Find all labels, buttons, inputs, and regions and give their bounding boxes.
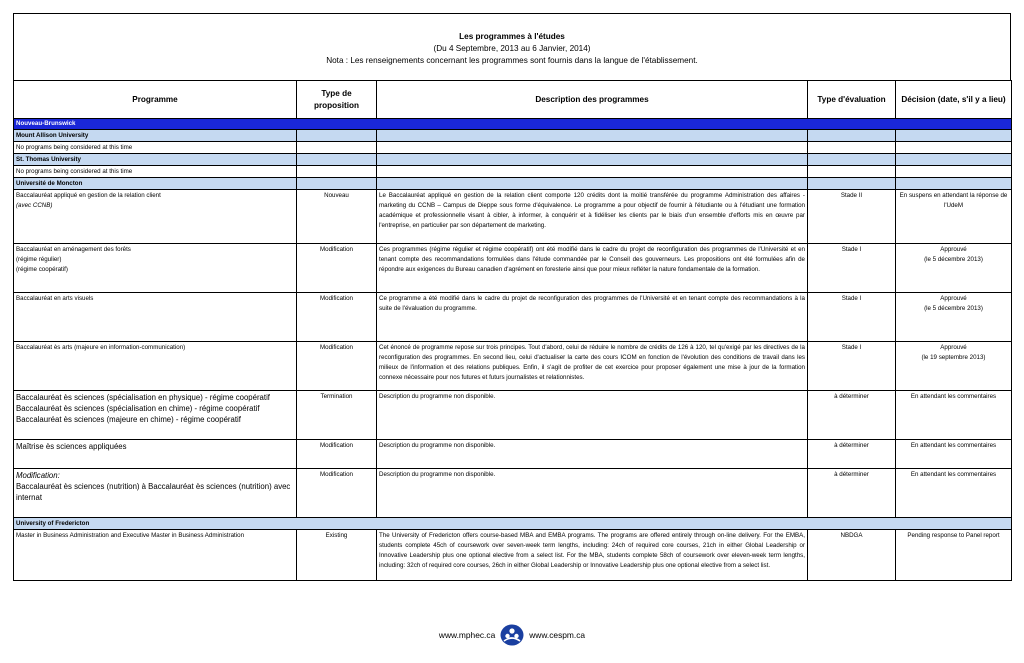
table-row: [14, 293, 1012, 342]
mphec-logo-icon: [500, 624, 524, 646]
institution-row: [14, 178, 1012, 190]
programme-cell: Maîtrise ès sciences appliquées: [14, 440, 297, 469]
table-row: [14, 166, 1012, 178]
decision-cell: En attendant les commentaires: [896, 469, 1012, 518]
province-row: [14, 119, 1012, 130]
report-note: Nota : Les renseignements concernant les programmes sont fournis dans la langue de l'établissement.: [326, 55, 698, 65]
table-row: [14, 190, 1012, 244]
decision-cell: En suspens en attendant la réponse de l'UdeM: [896, 190, 1012, 244]
evaluation-cell: Stade I: [808, 293, 896, 342]
col-header-decision: Décision (date, s'il y a lieu): [896, 81, 1012, 119]
description-cell: Description du programme non disponible.: [377, 469, 808, 518]
decision-cell: Pending response to Panel report: [896, 530, 1012, 581]
evaluation-cell: à déterminer: [808, 391, 896, 440]
description-cell: Le Baccalauréat appliqué en gestion de la relation client comporte 120 crédits dont la moitié transférée du programme Administration des affaires - marketing du CCNB – Campus de Dieppe sous forme d'équivalence. Le programme a pour objectif de fournir à l'étudiante ou à l'étudiant une formation académique et professionnelle visant à cibler, à informer, à conquérir et à fidéliser les clients par le biais d'un ensemble d'efforts mis en œuvre par l'entreprise, en particulier par son département de marketing.: [377, 190, 808, 244]
evaluation-cell: à déterminer: [808, 440, 896, 469]
institution-row: [14, 130, 1012, 142]
no-programs-note: No programs being considered at this time: [14, 166, 297, 178]
programme-cell: Baccalauréat ès arts (majeure en information-communication): [14, 342, 297, 391]
decision-cell: Approuvé (le 5 décembre 2013): [896, 293, 1012, 342]
decision-cell: En attendant les commentaires: [896, 440, 1012, 469]
evaluation-cell: Stade II: [808, 190, 896, 244]
type-cell: Modification: [297, 293, 377, 342]
col-header-type-evaluation: Type d'évaluation: [808, 81, 896, 119]
institution-name: Mount Allison University: [14, 130, 297, 142]
programme-cell: Baccalauréat ès sciences (spécialisation en physique) - régime coopératif Baccalauréat ès sciences (spécialisation en chime) - régime coopératif Baccalauréat ès sciences (majeure en chime) - régime coopératif: [14, 391, 297, 440]
programme-cell: Baccalauréat en aménagement des forêts (régime régulier) (régime coopératif): [14, 244, 297, 293]
evaluation-cell: NBDGA: [808, 530, 896, 581]
type-cell: Existing: [297, 530, 377, 581]
institution-name: University of Fredericton: [14, 518, 1012, 530]
decision-cell: Approuvé (le 19 septembre 2013): [896, 342, 1012, 391]
table-row: [14, 469, 1012, 518]
evaluation-cell: Stade I: [808, 342, 896, 391]
institution-name: St. Thomas University: [14, 154, 297, 166]
description-cell: Description du programme non disponible.: [377, 391, 808, 440]
type-cell: Nouveau: [297, 190, 377, 244]
institution-row: [14, 518, 1012, 530]
no-programs-note: No programs being considered at this time: [14, 142, 297, 154]
col-header-type-proposition: Type de proposition: [297, 81, 377, 119]
table-header-row: [14, 81, 1012, 119]
type-cell: Modification: [297, 440, 377, 469]
decision-cell: En attendant les commentaires: [896, 391, 1012, 440]
institution-name: Université de Moncton: [14, 178, 297, 190]
table-row: [14, 342, 1012, 391]
document-frame: [13, 13, 1011, 581]
description-cell: Description du programme non disponible.: [377, 440, 808, 469]
description-cell: Ce programme a été modifié dans le cadre du projet de reconfiguration des programmes de l'Université et en tenant compte des recommandations à la suite de l'évaluation du programme.: [377, 293, 808, 342]
report-title: Les programmes à l'études: [459, 31, 565, 41]
type-cell: Modification: [297, 469, 377, 518]
type-cell: Termination: [297, 391, 377, 440]
mphec-link[interactable]: www.mphec.ca: [438, 630, 496, 640]
col-header-description: Description des programmes: [377, 81, 808, 119]
cespm-link[interactable]: www.cespm.ca: [529, 630, 586, 640]
report-dates: (Du 4 Septembre, 2013 au 6 Janvier, 2014): [433, 43, 591, 53]
programme-cell: Baccalauréat appliqué en gestion de la relation client (avec CCNB): [14, 190, 297, 244]
province-name: Nouveau-Brunswick: [14, 119, 1012, 130]
decision-cell: Approuvé (le 5 décembre 2013): [896, 244, 1012, 293]
page-footer: [0, 624, 1024, 646]
type-cell: Modification: [297, 342, 377, 391]
programs-table: [13, 80, 1012, 581]
programme-cell: Modification: Baccalauréat ès sciences (nutrition) à Baccalauréat ès sciences (nutrition) avec internat: [14, 469, 297, 518]
table-row: [14, 440, 1012, 469]
institution-row: [14, 154, 1012, 166]
evaluation-cell: à déterminer: [808, 469, 896, 518]
description-cell: Cet énoncé de programme repose sur trois principes. Tout d'abord, celui de réduire le nombre de crédits de 126 à 120, tel qu'exigé par les directives de la reconfiguration des programmes. En second lieu, celui d'actualiser la carte des cours ICOM en fonction de l'évolution des conditions de travail dans les milieux de l'information et des relations publiques. Enfin, il s'agit de profiter de cet exercice pour proposer également une mise à jour de la formation connexe nécessaire pour nos futures et futurs journalistes et relationnistes.: [377, 342, 808, 391]
table-row: [14, 530, 1012, 581]
description-cell: Ces programmes (régime régulier et régime coopératif) ont été modifié dans le cadre du projet de reconfiguration des programmes de l'Université et en tenant compte des recommandations formulées dans l'étude commandée par le Conseil des gouverneurs. Les propositions ont été formulées afin de répondre aux exigences du Bureau canadien d'agrément en foresterie ainsi que pour mieux refléter la nature fondamentale de la formation.: [377, 244, 808, 293]
evaluation-cell: Stade I: [808, 244, 896, 293]
description-cell: The University of Fredericton offers course-based MBA and EMBA programs. The programs are offered entirely through on-line delivery. For the EMBA, students complete 45ch of coursework over seven-week term lengths, including: 24ch of required core courses, 21ch in either Global Leadership or Innovative Leadership plus one optional elective from a select list. For the MBA, students complete 58ch of coursework over eleven-week term lengths, including: 32ch of required core courses, 26ch in either Global Leadership or Innovative Leadership plus one optional elective from a select list.: [377, 530, 808, 581]
table-row: [14, 391, 1012, 440]
programme-cell: Baccalauréat en arts visuels: [14, 293, 297, 342]
programme-cell: Master in Business Administration and Executive Master in Business Administration: [14, 530, 297, 581]
report-header: [13, 13, 1011, 80]
type-cell: Modification: [297, 244, 377, 293]
table-row: [14, 142, 1012, 154]
table-row: [14, 244, 1012, 293]
col-header-programme: Programme: [14, 81, 297, 119]
